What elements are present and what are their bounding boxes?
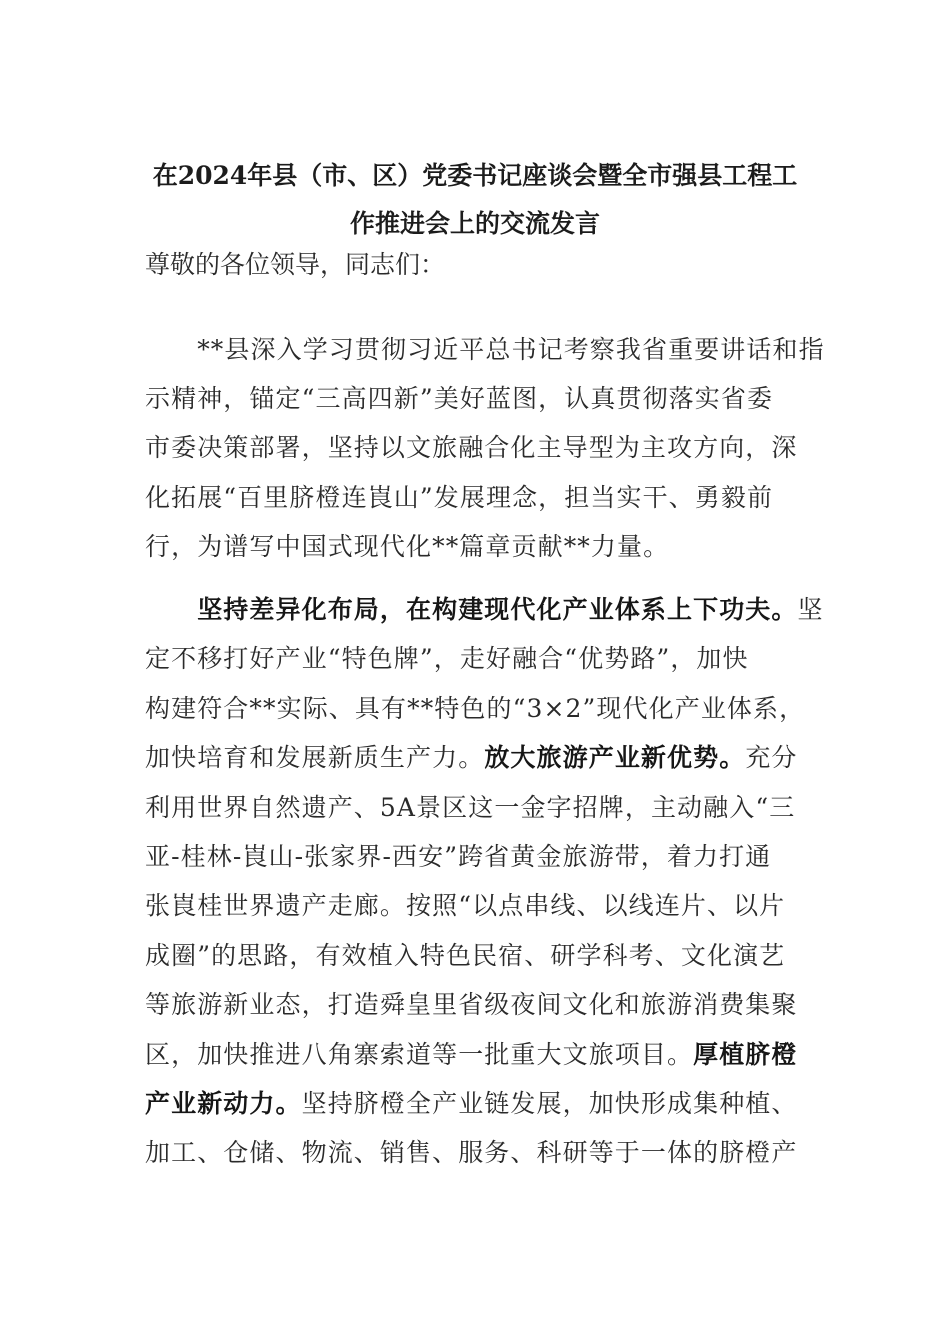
paragraph-industry xyxy=(145,585,835,1178)
subheading-orange-continued: 产业新动力。 xyxy=(145,1088,302,1118)
paragraph-line: 构建符合**实际、具有**特色的“3×2”现代化产业体系， xyxy=(145,693,806,723)
indent xyxy=(145,595,197,624)
section-heading: 坚持差异化布局，在构建现代化产业体系上下功夫。 xyxy=(197,595,798,624)
paragraph-line: 定不移打好产业“特色牌”，走好融合“优势路”，加快 xyxy=(145,644,749,674)
paragraph-line: 加工、仓储、物流、销售、服务、科研等于一体的脐橙产 xyxy=(145,1138,798,1168)
paragraph-line: 行，为谱写中国式现代化**篇章贡献**力量。 xyxy=(145,531,670,561)
subheading-tourism: 放大旅游产业新优势。 xyxy=(484,743,746,773)
title-line-2: 作推进会上的交流发言 xyxy=(349,209,600,238)
paragraph-line: 亚-桂林-崀山-张家界-西安”跨省黄金旅游带，着力打通 xyxy=(145,841,772,871)
text-run: 区，加快推进八角寨索道等一批重大文旅项目。 xyxy=(145,1039,694,1069)
paragraph-line: 化拓展“百里脐橙连崀山”发展理念，担当实干、勇毅前 xyxy=(145,482,774,512)
text-run: 坚持脐橙全产业链发展，加快形成集种植、 xyxy=(301,1088,798,1118)
paragraph-line: 利用世界自然遗产、5A景区这一金字招牌，主动融入“三 xyxy=(145,792,796,822)
paragraph-line: 等旅游新业态，打造舜皇里省级夜间文化和旅游消费集聚 xyxy=(145,990,798,1020)
paragraph-line: **县深入学习贯彻习近平总书记考察我省重要讲话和指 xyxy=(145,335,825,364)
salutation: 尊敬的各位领导，同志们： xyxy=(145,250,446,279)
document-title xyxy=(130,152,820,200)
paragraph-line: 成圈”的思路，有效植入特色民宿、研学科考、文化演艺 xyxy=(145,940,786,970)
paragraph-line: 张崀桂世界遗产走廊。按照“以点串线、以线连片、以片 xyxy=(145,891,786,921)
text-run: 加快培育和发展新质生产力。 xyxy=(145,743,485,773)
paragraph-line: 示精神，锚定“三高四新”美好蓝图，认真贯彻落实省委 xyxy=(145,384,774,414)
paragraph-line xyxy=(145,1079,835,1128)
paragraph-intro xyxy=(145,325,835,571)
paragraph-line xyxy=(145,733,835,782)
text-run: 充分 xyxy=(745,743,798,773)
paragraph-line xyxy=(145,1030,835,1079)
paragraph-line: 市委决策部署，坚持以文旅融合化主导型为主攻方向，深 xyxy=(145,433,798,463)
paragraph-line xyxy=(145,585,835,634)
subheading-orange: 厚植脐橙 xyxy=(693,1039,798,1069)
title-line-1: 在2024年县（市、区）党委书记座谈会暨全市强县工程工 xyxy=(152,161,798,190)
text-run: 坚 xyxy=(797,595,824,624)
